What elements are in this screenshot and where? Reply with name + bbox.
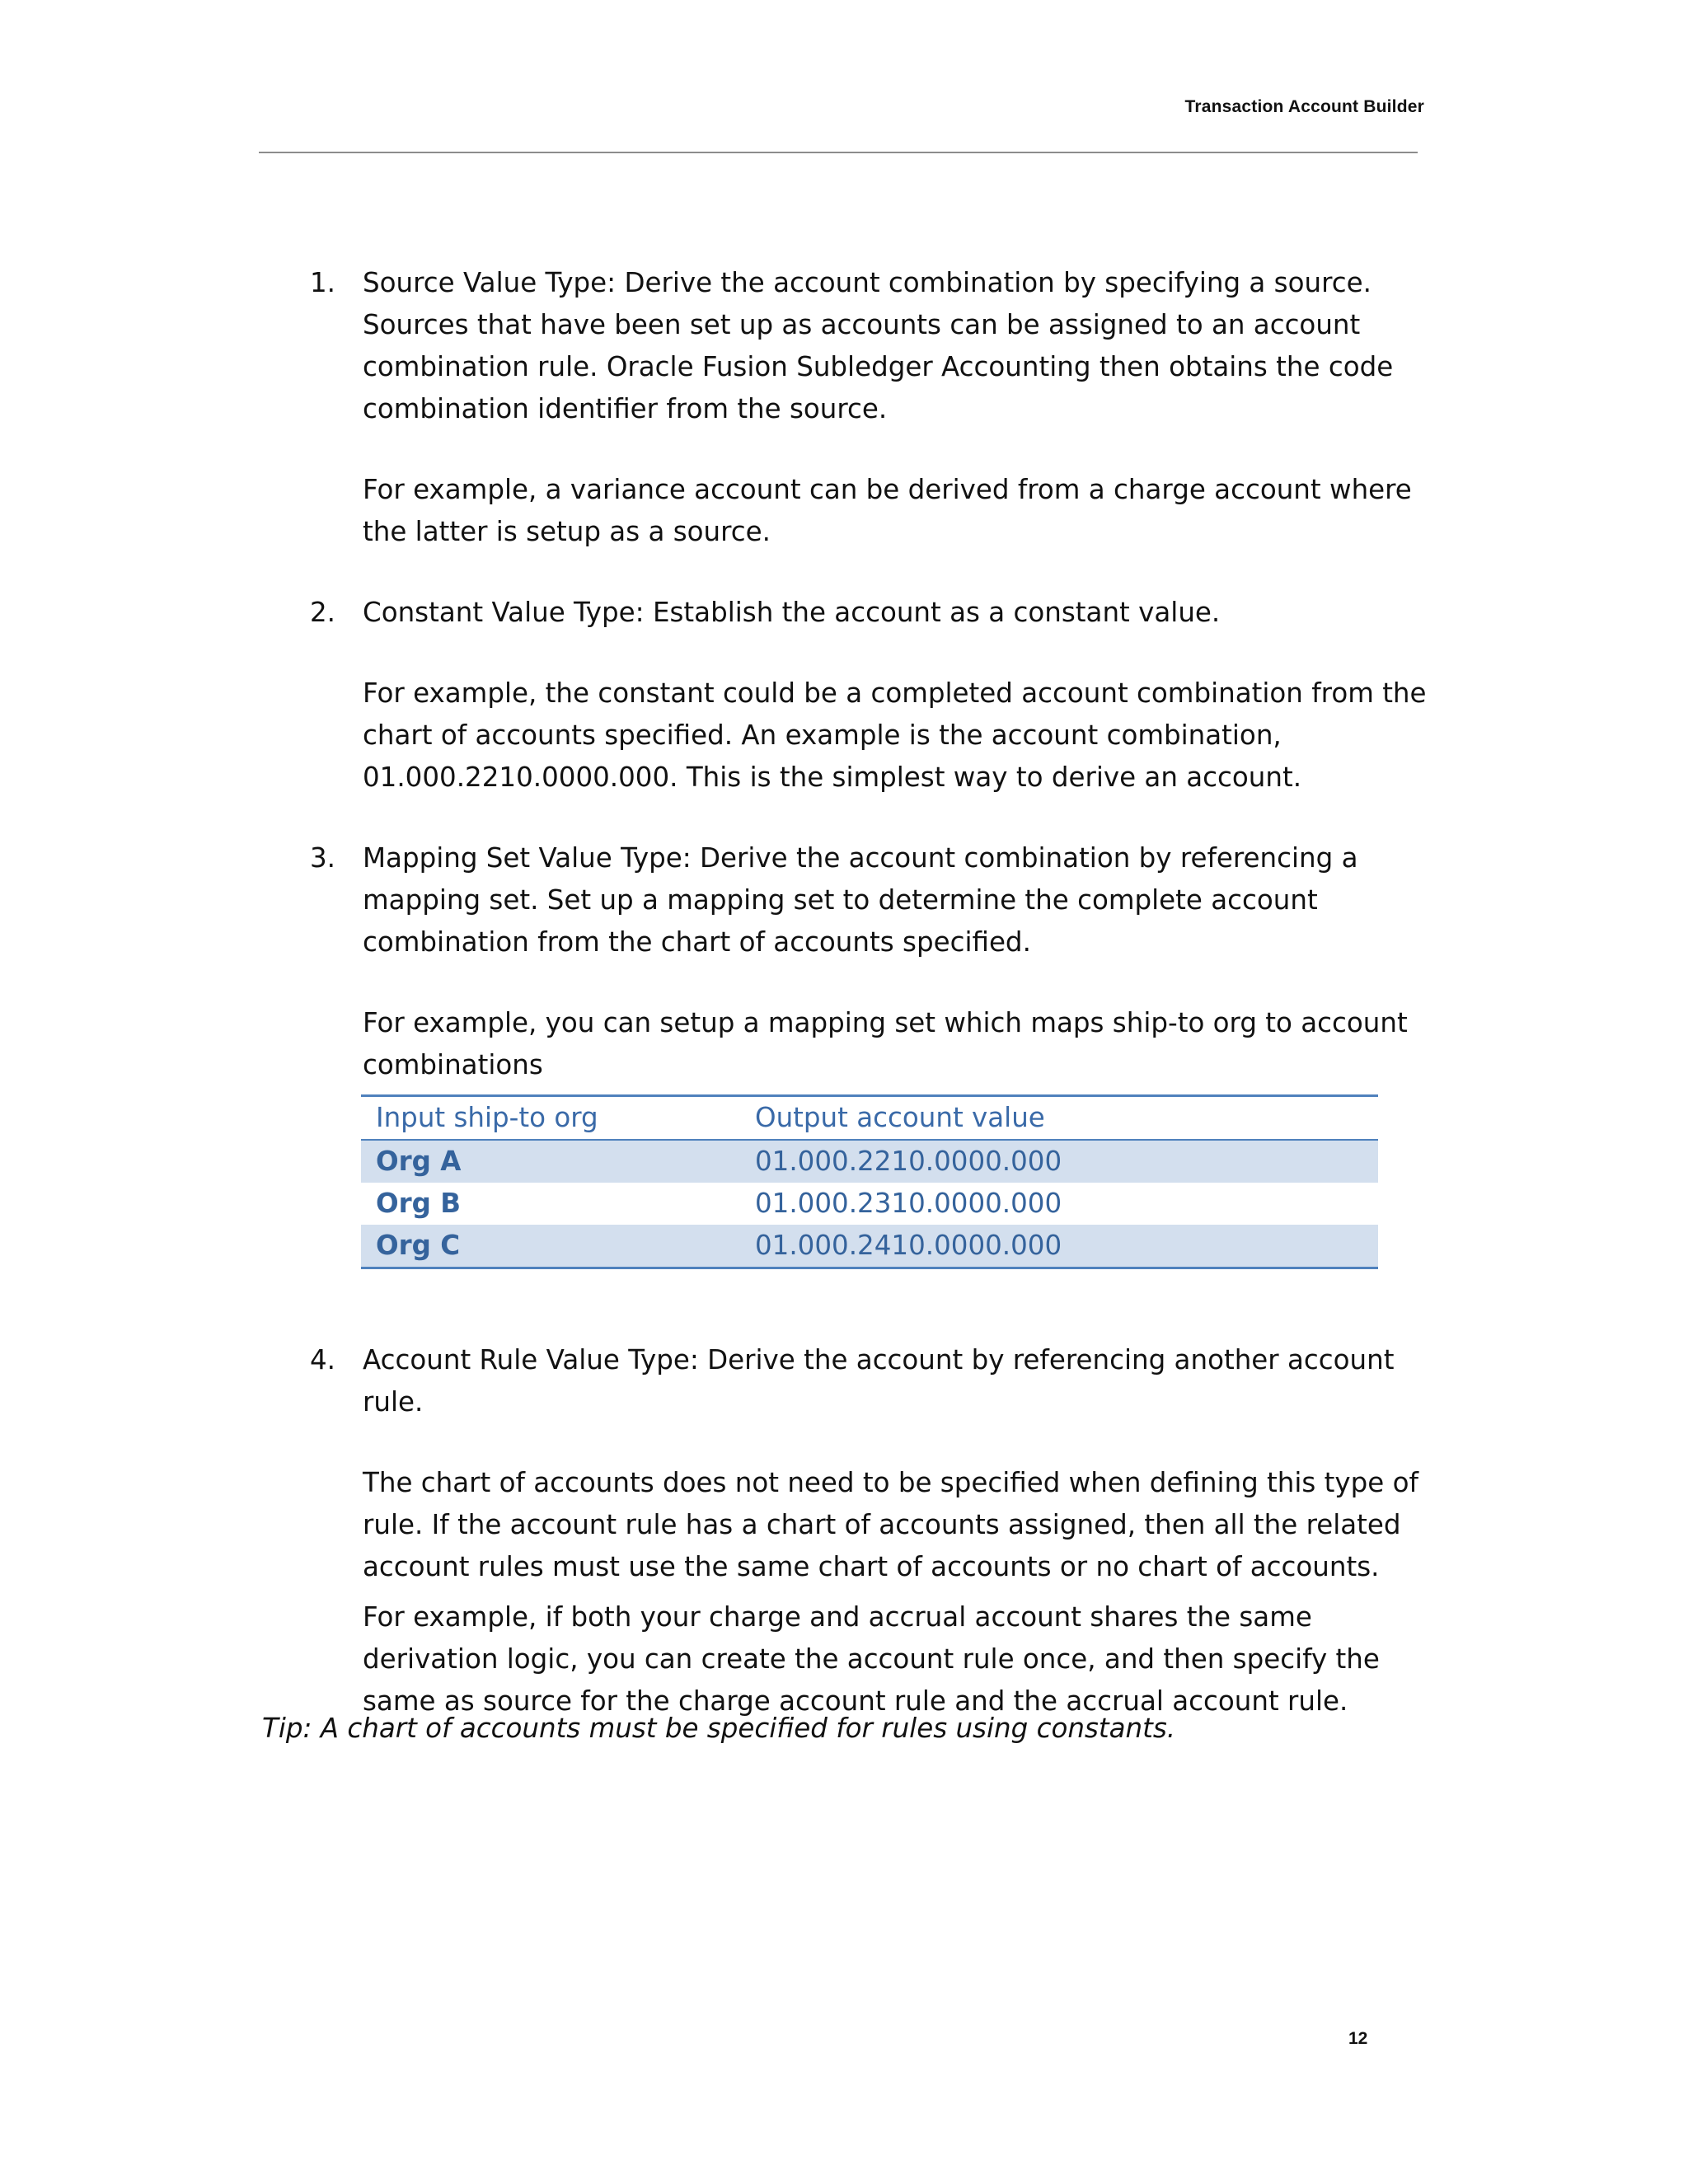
mapping-set-table <box>361 1094 1378 1269</box>
table-row <box>361 1225 1378 1268</box>
list-item-paragraph: For example, if both your charge and accrual account shares the same derivation logic, you can create the account rule once, and then specify the same as source for the charge account rule and the accrual account rule. <box>363 1601 1380 1717</box>
list-item-number: 2. <box>310 597 336 628</box>
list-item-constant-value-type <box>310 592 1431 799</box>
table-row <box>361 1140 1378 1183</box>
header-divider <box>259 152 1418 153</box>
table-row <box>361 1183 1378 1225</box>
list-item-paragraph: For example, the constant could be a completed account combination from the chart of accounts specified. An example is the account combination, 01.000.2210.0000.000. This is the simplest way to derive an account. <box>363 677 1427 793</box>
list-item-number: 4. <box>310 1344 336 1376</box>
list-item-paragraph: The chart of accounts does not need to be specified when defining this type of rule. If the account rule has a chart of accounts assigned, then all the related account rules must use the same chart of accounts or no chart of accounts. <box>363 1467 1418 1582</box>
column-header-input-ship-to-org: Input ship-to org <box>361 1096 740 1141</box>
list-item-source-value-type <box>310 262 1431 553</box>
table-cell-org: Org A <box>361 1140 740 1183</box>
table-cell-org: Org C <box>361 1225 740 1268</box>
list-item-paragraph: Source Value Type: Derive the account combination by specifying a source. Sources that have been set up as accounts can be assigned to an account combination rule. Oracle Fusion Subledger Accounting then obtains the code combination identifier from the source. <box>363 267 1394 424</box>
table-header-row <box>361 1096 1378 1141</box>
running-header-title: Transaction Account Builder <box>1184 97 1424 116</box>
list-item-paragraph: For example, a variance account can be derived from a charge account where the latter is setup as a source. <box>363 474 1412 547</box>
list-item-mapping-set-value-type <box>310 837 1431 1086</box>
list-item-paragraph: Account Rule Value Type: Derive the account by referencing another account rule. <box>363 1344 1395 1418</box>
tip-note: Tip: A chart of accounts must be specified for rules using constants. <box>262 1713 1176 1744</box>
list-item-number: 3. <box>310 842 336 874</box>
document-body <box>310 262 1431 1722</box>
list-item-account-rule-value-type <box>310 1339 1431 1722</box>
table-cell-org: Org B <box>376 1188 462 1219</box>
list-item-paragraph: Mapping Set Value Type: Derive the account combination by referencing a mapping set. Set up a mapping set to determine the complete account combination from the chart of accounts specified. <box>363 842 1358 958</box>
list-item-paragraph: For example, you can setup a mapping set which maps ship-to org to account combinations <box>363 1007 1408 1080</box>
list-item-paragraph: Constant Value Type: Establish the account as a constant value. <box>363 597 1221 628</box>
column-header-output-account-value: Output account value <box>740 1096 1378 1141</box>
table-cell-account: 01.000.2410.0000.000 <box>740 1225 1378 1268</box>
list-item-number: 1. <box>310 267 336 298</box>
page-number: 12 <box>1348 2029 1368 2048</box>
table-cell-account: 01.000.2210.0000.000 <box>740 1140 1378 1183</box>
table-cell-account: 01.000.2310.0000.000 <box>755 1188 1062 1219</box>
